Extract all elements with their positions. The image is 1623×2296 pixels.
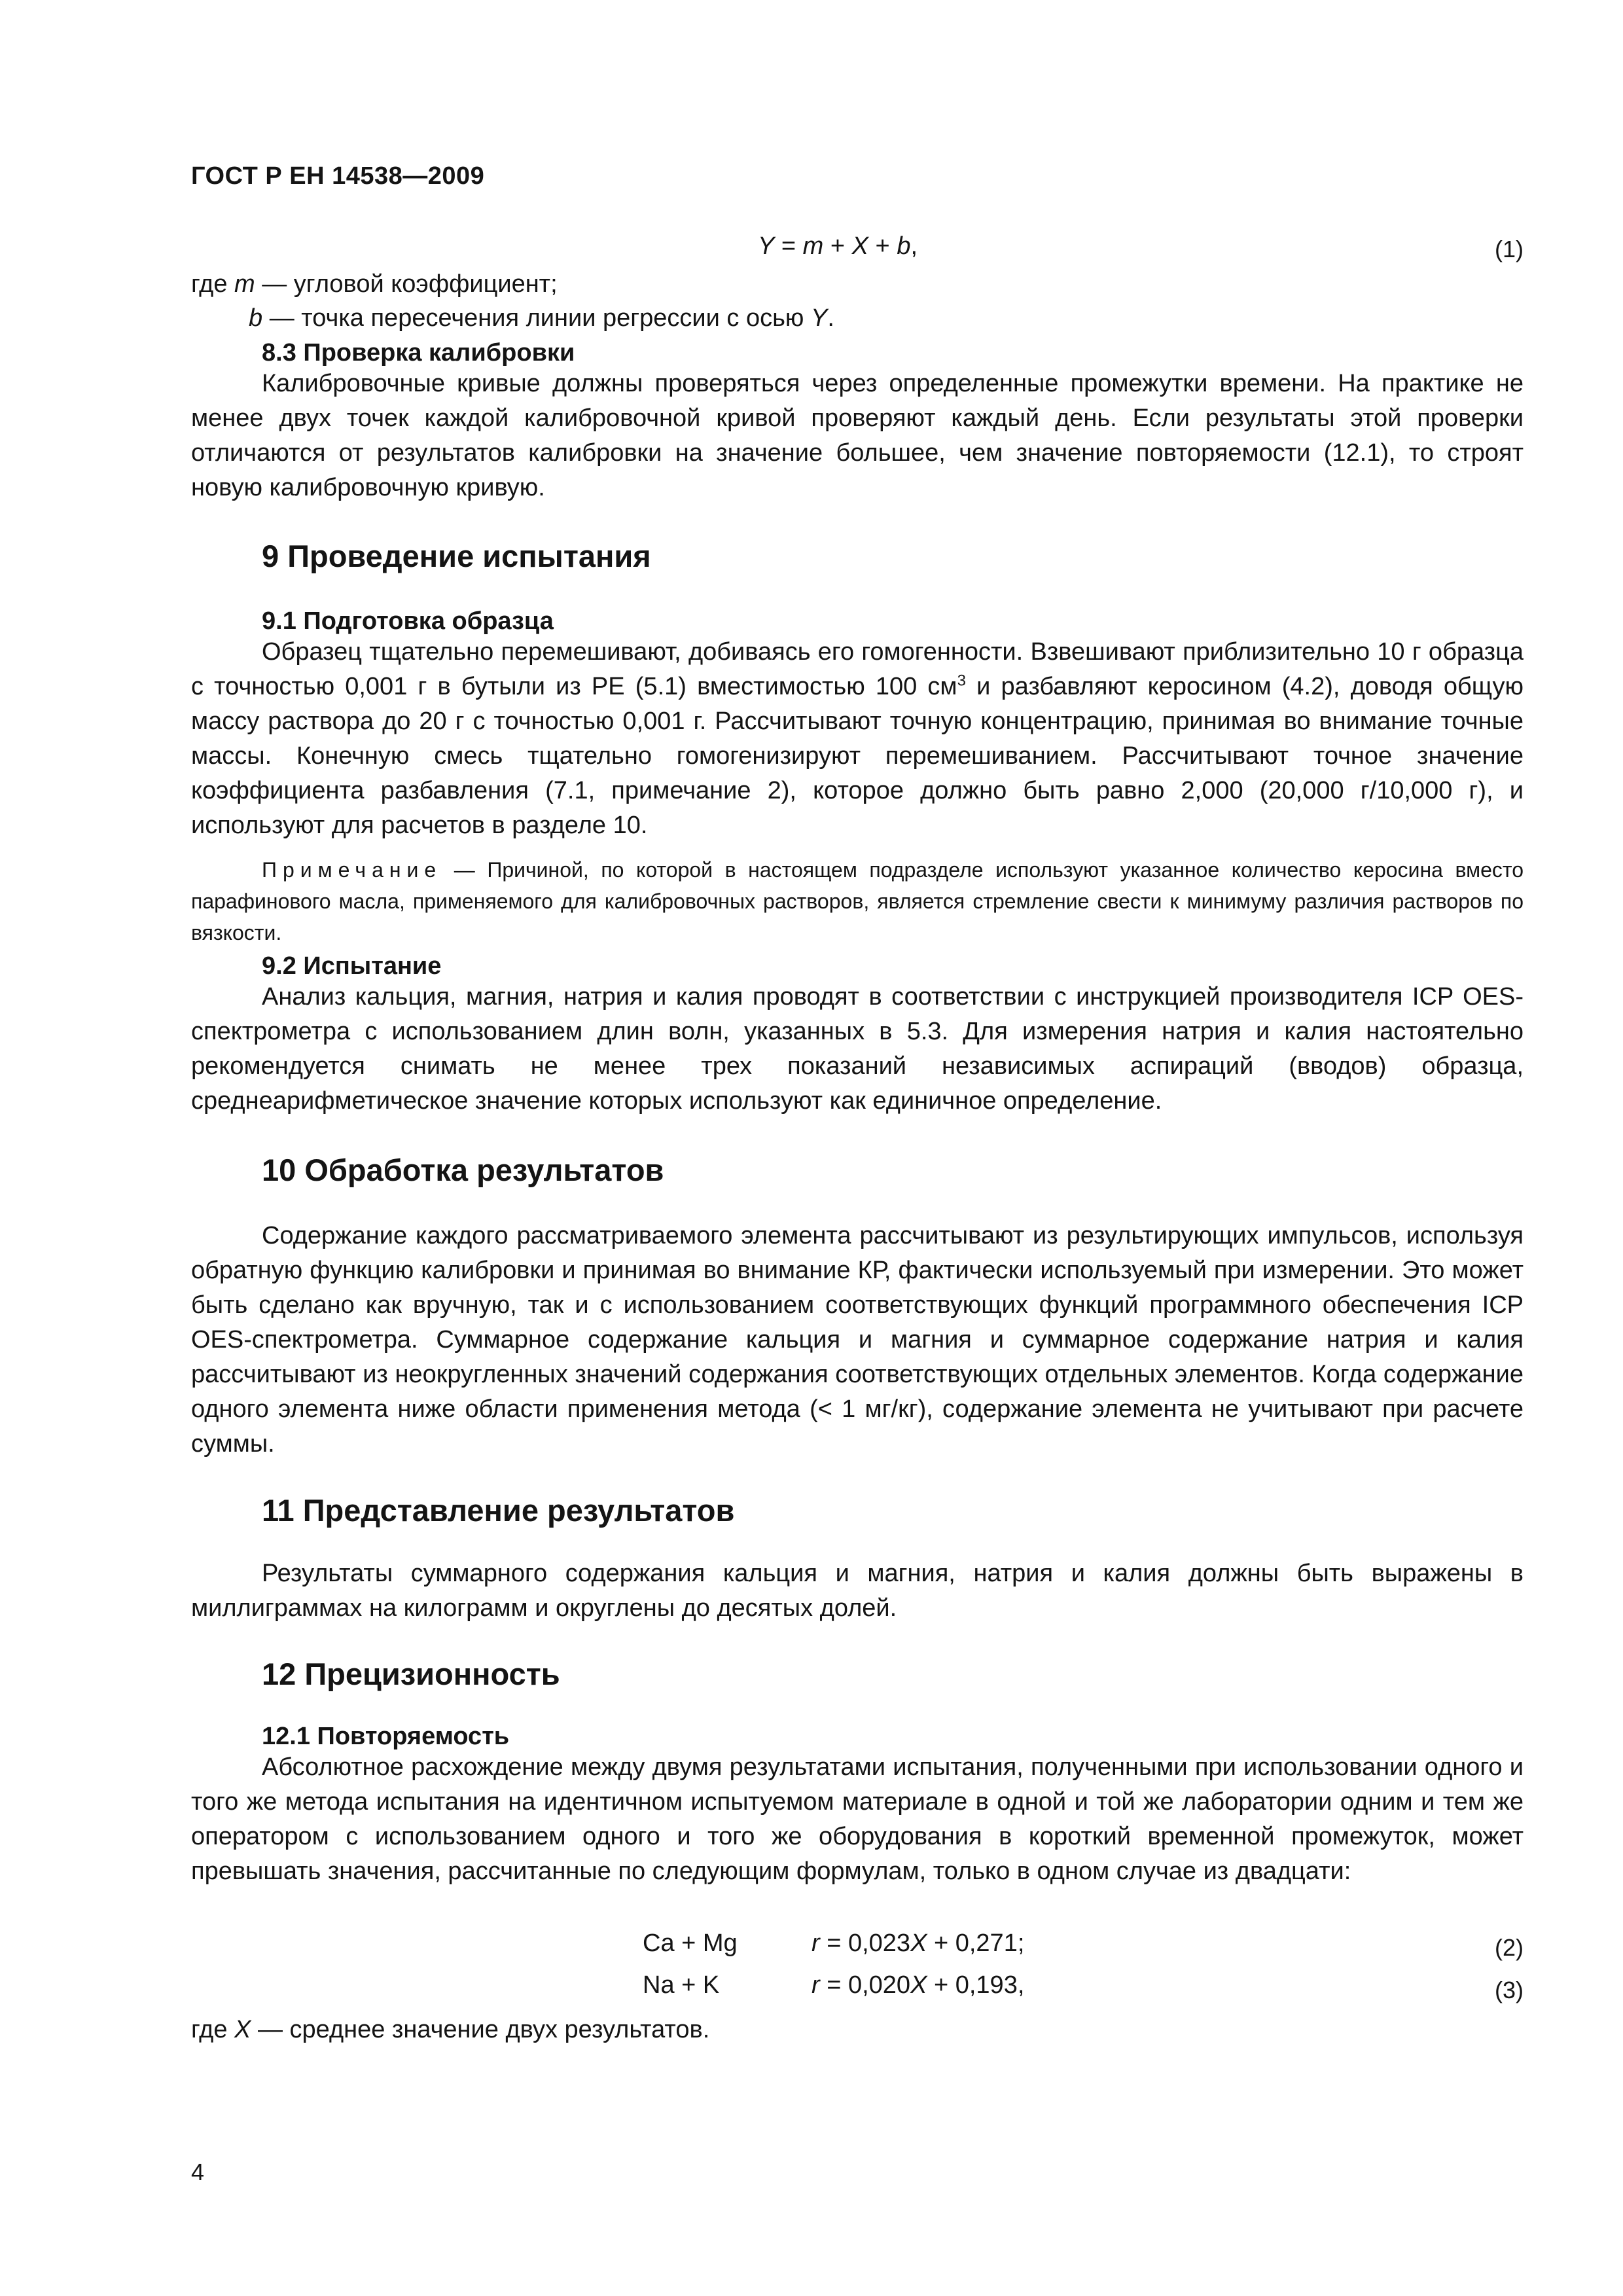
formula-3: r = 0,020X + 0,193, xyxy=(812,1971,1025,1999)
subsection-8-3-title: 8.3 Проверка калибровки xyxy=(262,339,575,367)
section-10-paragraph: Содержание каждого рассматриваемого элемента рассчитывают из результирующих импульсов, используя обратную функцию калибровки и принимая во внимание КР, фактически используемый при измерении. Это может быть сделано как вручную, так и с использованием соответствующих функций программного обеспечения ICP OES-спектрометра. Суммарное содержание кальция и магния и суммарное содержание натрия и калия рассчитывают из неокругленных значений содержания соответствующих отдельных элементов. Когда содержание одного элемента ниже области применения метода (< 1 мг/кг), содержание элемента не учитывают при расчете суммы. xyxy=(191,1222,1524,1458)
subsection-12-1-paragraph: Абсолютное расхождение между двумя результатами испытания, полученными при использовании одного и того же метода испытания на идентичном испытуемом материале в одной и той же лаборатории одним и тем же оператором с использованием одного и того же оборудования в короткий временной промежуток, может превышать значения, рассчитанные по следующим формулам, только в одном случае из двадцати: xyxy=(191,1753,1524,1885)
subsection-9-2-paragraph: Анализ кальция, магния, натрия и калия проводят в соответствии с инструкцией производителя ICP OES-спектрометра с использованием длин волн, указанных в 5.3. Для измерения натрия и калия настоятельно рекомендуется снимать не менее трех показаний независимых аспираций (вводов) образца, среднеарифметическое значение которых используют как единичное определение. xyxy=(191,983,1524,1115)
section-9-title: 9 Проведение испытания xyxy=(262,539,651,573)
section-12-title: 12 Прецизионность xyxy=(262,1657,560,1691)
section-10-title: 10 Обработка результатов xyxy=(262,1153,664,1187)
formula-1: Y = m + X + b, xyxy=(758,232,918,260)
where-m-line: где m — угловой коэффициент; xyxy=(191,270,558,298)
note-9-1: Примечание — Причиной, по которой в настоящем подразделе используют указанное количество керосина вместо парафинового масла, применяемого для калибровочных растворов, является стремление свести к минимуму различия растворов по вязкости. xyxy=(191,858,1524,944)
subsection-9-2-title: 9.2 Испытание xyxy=(262,952,442,980)
subsection-12-1-title: 12.1 Повторяемость xyxy=(262,1723,510,1750)
formula-2: r = 0,023X + 0,271; xyxy=(812,1929,1025,1957)
formula-2-number: (2) xyxy=(1495,1934,1524,1961)
where-b-line: b — точка пересечения линии регрессии с осью Y. xyxy=(249,304,834,332)
formula-3-label: Na + K xyxy=(643,1971,720,1999)
subsection-8-3-paragraph: Калибровочные кривые должны проверяться через определенные промежутки времени. На практике не менее двух точек каждой калибровочной кривой проверяют каждый день. Если результаты этой проверки отличаются от результатов калибровки на значение большее, чем значение повторяемости (12.1), то строят новую калибровочную кривую. xyxy=(191,370,1524,501)
formula-1-number: (1) xyxy=(1495,236,1524,262)
section-11-paragraph: Результаты суммарного содержания кальция и магния, натрия и калия должны быть выражены в миллиграммах на килограмм и округлены до десятых долей. xyxy=(191,1560,1524,1622)
formula-3-number: (3) xyxy=(1495,1977,1524,2003)
where-x-line: где X — среднее значение двух результатов. xyxy=(191,2016,710,2043)
formula-2-label: Ca + Mg xyxy=(643,1929,738,1957)
subsection-9-1-paragraph: Образец тщательно перемешивают, добиваясь его гомогенности. Взвешивают приблизительно 10 г образца с точностью 0,001 г в бутыли из PE (5.1) вместимостью 100 $см^3$ и разбавляют керосином (4.2), доводя общую массу раствора до 20 г с точностью 0,001 г. Рассчитывают точную концентрацию, принимая во внимание точные массы. Конечную смесь тщательно гомогенизируют перемешиванием. Рассчитывают точное значение коэффициента разбавления (7.1, примечание 2), которое должно быть равно 2,000 (20,000 г/10,000 г), и используют для расчетов в разделе 10. xyxy=(191,638,1524,839)
section-11-title: 11 Представление результатов xyxy=(262,1493,735,1528)
page-number: 4 xyxy=(191,2159,205,2185)
subsection-9-1-title: 9.1 Подготовка образца xyxy=(262,607,554,635)
document-code-header: ГОСТ Р ЕН 14538—2009 xyxy=(191,162,485,190)
